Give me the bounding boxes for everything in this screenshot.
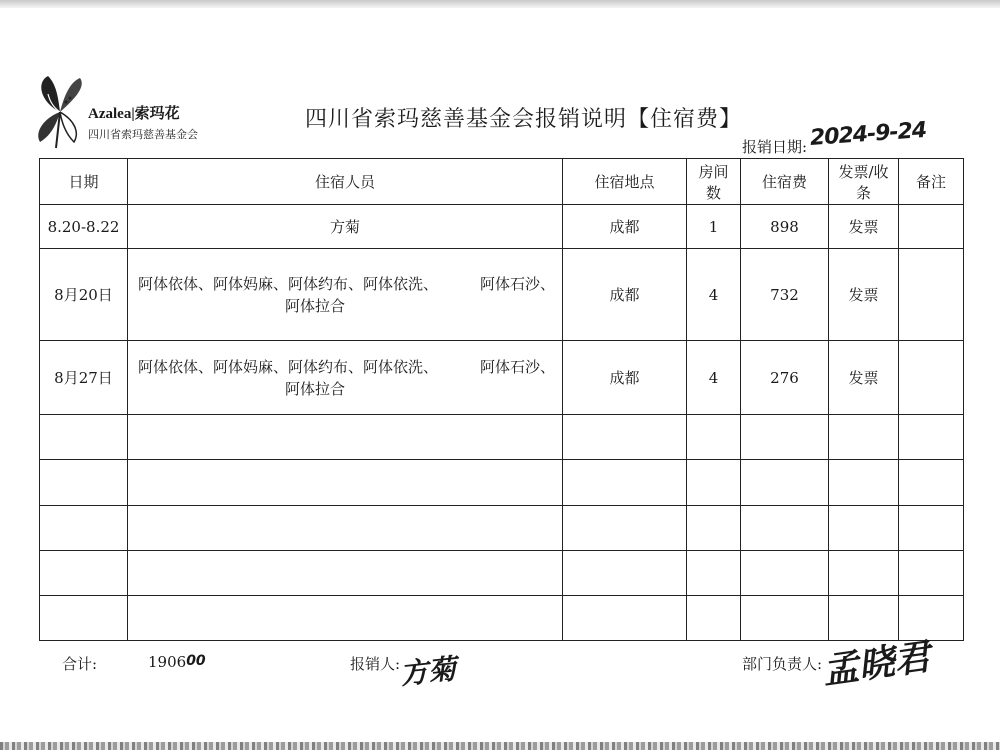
cell-location: 成都 (563, 341, 687, 415)
cell-fee: 276 (741, 341, 829, 415)
cell-date: 8月20日 (40, 249, 128, 341)
header-note: 备注 (899, 159, 964, 205)
header-people: 住宿人员 (128, 159, 563, 205)
expense-table (39, 158, 964, 641)
header-rooms: 房间数 (687, 159, 741, 205)
header-date: 日期 (40, 159, 128, 205)
total-value: 190600 (148, 653, 206, 671)
header-receipt: 发票/收条 (829, 159, 899, 205)
reporter-signature: 方菊 (398, 652, 458, 691)
cell-rooms: 4 (687, 249, 741, 341)
cell-rooms: 4 (687, 341, 741, 415)
total-label: 合计: (62, 655, 98, 673)
table-row (40, 205, 964, 249)
total-handwritten-cents: 00 (186, 653, 206, 669)
cell-receipt: 发票 (829, 205, 899, 249)
foundation-logo (30, 72, 198, 152)
cell-people (128, 341, 563, 415)
scan-top-edge (0, 0, 1000, 8)
document-title: 四川省索玛慈善基金会报销说明【住宿费】 (305, 107, 743, 132)
empty-table-row (40, 551, 964, 596)
cell-location: 成都 (563, 205, 687, 249)
azalea-flower-icon (30, 72, 90, 152)
dept-head-label: 部门负责人: (742, 655, 823, 673)
cell-location: 成都 (563, 249, 687, 341)
scan-bottom-edge (0, 742, 1000, 750)
table-row (40, 341, 964, 415)
cell-people: 方菊 (128, 205, 563, 249)
empty-table-row (40, 506, 964, 551)
cell-fee: 732 (741, 249, 829, 341)
people-line-1: 阿体依体、阿体妈麻、阿体约布、阿体依洗、 阿体石沙、 (138, 357, 556, 376)
cell-people (128, 249, 563, 341)
people-line-2: 阿体拉合 (284, 296, 345, 315)
cell-receipt: 发票 (829, 249, 899, 341)
cell-note (899, 341, 964, 415)
header-location: 住宿地点 (563, 159, 687, 205)
logo-subtitle: 四川省索玛慈善基金会 (88, 128, 198, 141)
table-row (40, 249, 964, 341)
cell-date: 8.20-8.22 (40, 205, 128, 249)
cell-note (899, 249, 964, 341)
cell-receipt: 发票 (829, 341, 899, 415)
cell-date: 8月27日 (40, 341, 128, 415)
report-date-handwritten: 2024-9-24 (809, 117, 928, 151)
reporter-label: 报销人: (350, 655, 401, 673)
dept-head-signature: 孟晓君 (820, 636, 933, 693)
cell-fee: 898 (741, 205, 829, 249)
cell-note (899, 205, 964, 249)
table-header-row (40, 159, 964, 205)
empty-table-row (40, 415, 964, 460)
people-line-1: 阿体依体、阿体妈麻、阿体约布、阿体依洗、 阿体石沙、 (138, 274, 556, 293)
header-fee: 住宿费 (741, 159, 829, 205)
empty-table-row (40, 596, 964, 641)
logo-name: Azalea|索玛花 (88, 106, 180, 122)
people-line-2: 阿体拉合 (284, 379, 345, 398)
cell-rooms: 1 (687, 205, 741, 249)
empty-table-row (40, 460, 964, 506)
report-date-label: 报销日期: (742, 138, 808, 156)
